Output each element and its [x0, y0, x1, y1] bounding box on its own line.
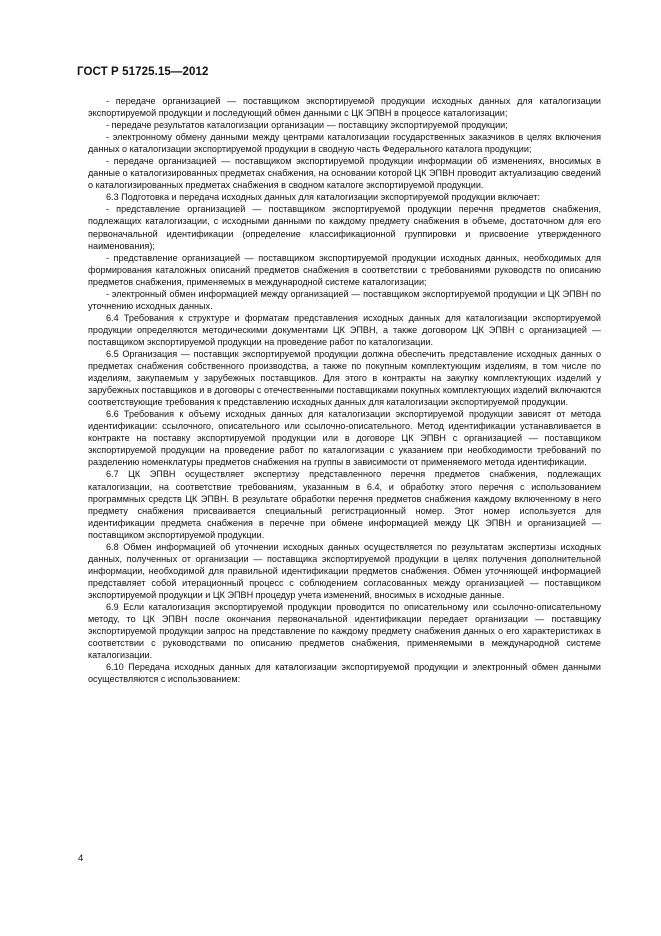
- paragraph: 6.4 Требования к структуре и форматам представления исходных данных для каталогизации экспортируемой продукции определяются методическими документами ЦК ЭПВН, а также договором ЦК ЭПВН с организацией — поставщиком экспортируемой продукции на проведение работ по каталогизации.: [88, 312, 601, 347]
- paragraph: 6.9 Если каталогизация экспортируемой продукции проводится по описательному или ссылочно-описательному методу, то ЦК ЭПВН после окончания первоначальной идентификации передает организации — поставщику экспортируемой продукции запрос на представление по каждому предмету снабжения данных о его характеристиках в соответствии с руководствами по описанию предметов снабжения, применяемыми в международной системе каталогизации.: [88, 601, 601, 661]
- paragraph: 6.10 Передача исходных данных для каталогизации экспортируемой продукции и электронный обмен данными осуществляются с использованием:: [88, 662, 601, 685]
- document-body: [88, 95, 601, 685]
- paragraph: 6.5 Организация — поставщик экспортируемой продукции должна обеспечить представление исходных данных о предметах снабжения собственного производства, а также по покупным комплектующим изделиям, в том числе по изделиям, закупаемым у зарубежных поставщиков. Для этого в контракты на закупку комплектующих изделий у зарубежных поставщиков и в договоры с отечественными поставщиками покупных комплектующих изделий включаются соответствующие требования к представлению исходных данных для каталогизации экспортируемой продукции.: [88, 348, 601, 408]
- paragraph: - передаче организацией — поставщиком экспортируемой продукции информации об изменениях, вносимых в данные о каталогизированных предметах снабжения, на основании которой ЦК ЭПВН проводит актуализацию сведений о каталогизированных предметах снабжения в сводном каталоге экспортируемой продукции.: [88, 156, 601, 191]
- paragraph: 6.3 Подготовка и передача исходных данных для каталогизации экспортируемой продукции включает:: [106, 192, 541, 203]
- paragraph: - электронный обмен информацией между организацией — поставщиком экспортируемой продукции и ЦК ЭПВН по уточнению исходных данных.: [88, 288, 601, 311]
- paragraph: 6.6 Требования к объему исходных данных для каталогизации экспортируемой продукции зависят от метода идентификации: ссылочного, описательного или ссылочно-описательного. Метод идентификации устанавливается в контракте на поставку экспортируемой продукции или в договоре ЦК ЭПВН с организацией — поставщиком экспортируемой продукции на проведение работ по каталогизации с указанием при необходимости требований по разделению номенклатуры предметов снабжения на группы в зависимости от применяемого метода идентификации.: [88, 409, 601, 468]
- paragraph: 6.8 Обмен информацией об уточнении исходных данных осуществляется по результатам экспертизы исходных данных, полученных от организации — поставщика экспортируемой продукции в целях получения дополнительной информации, необходимой для правильной идентификации предметов снабжения. Обмен уточняющей информацией представляет собой итерационный процесс с соблюдением согласованных между организацией — поставщиком экспортируемой продукции и ЦК ЭПВН процедур учета изменений, вносимых в исходные данные.: [88, 541, 601, 600]
- paragraph: 6.7 ЦК ЭПВН осуществляет экспертизу представленного перечня предметов снабжения, подлежащих каталогизации, на соответствие требованиям, указанным в 6.4, и обработку этого перечня с использованием программных средств ЦК ЭПВН. В результате обработки перечня предметов снабжения каждому включенному в него предмету снабжения присваивается специальный регистрационный номер. Этот номер используется для идентификации предмета снабжения в перечне при обмене информацией между ЦК ЭПВН и организацией — поставщиком экспортируемой продукции.: [88, 469, 601, 540]
- paragraph: - передаче организацией — поставщиком экспортируемой продукции исходных данных для каталогизации экспортируемой продукции и последующий обмен данными с ЦК ЭПВН в процессе каталогизации;: [88, 96, 601, 119]
- page-number: 4: [78, 853, 84, 864]
- paragraph: - электронному обмену данными между центрами каталогизации государственных заказчиков в целях включения данных о каталогизации экспортируемой продукции в сводную часть Федерального каталога продукции;: [88, 132, 601, 155]
- document-header: ГОСТ Р 51725.15—2012: [77, 66, 209, 78]
- paragraph: - представление организацией — поставщиком экспортируемой продукции исходных данных, необходимых для формирования каталожных описаний предметов снабжения в соответствии с требованиями руководств по описанию предметов снабжения, применяемых в международной системе каталогизации;: [88, 252, 601, 287]
- paragraph: - передаче результатов каталогизации организации — поставщику экспортируемой продукции;: [106, 120, 508, 131]
- paragraph: - представление организацией — поставщиком экспортируемой продукции перечня предметов снабжения, подлежащих каталогизации, с исходными данными по каждому предмету снабжения в объеме, достаточном для его первоначальной идентификации (определение классификационной группировки и присвоение утвержденного наименования);: [88, 204, 601, 251]
